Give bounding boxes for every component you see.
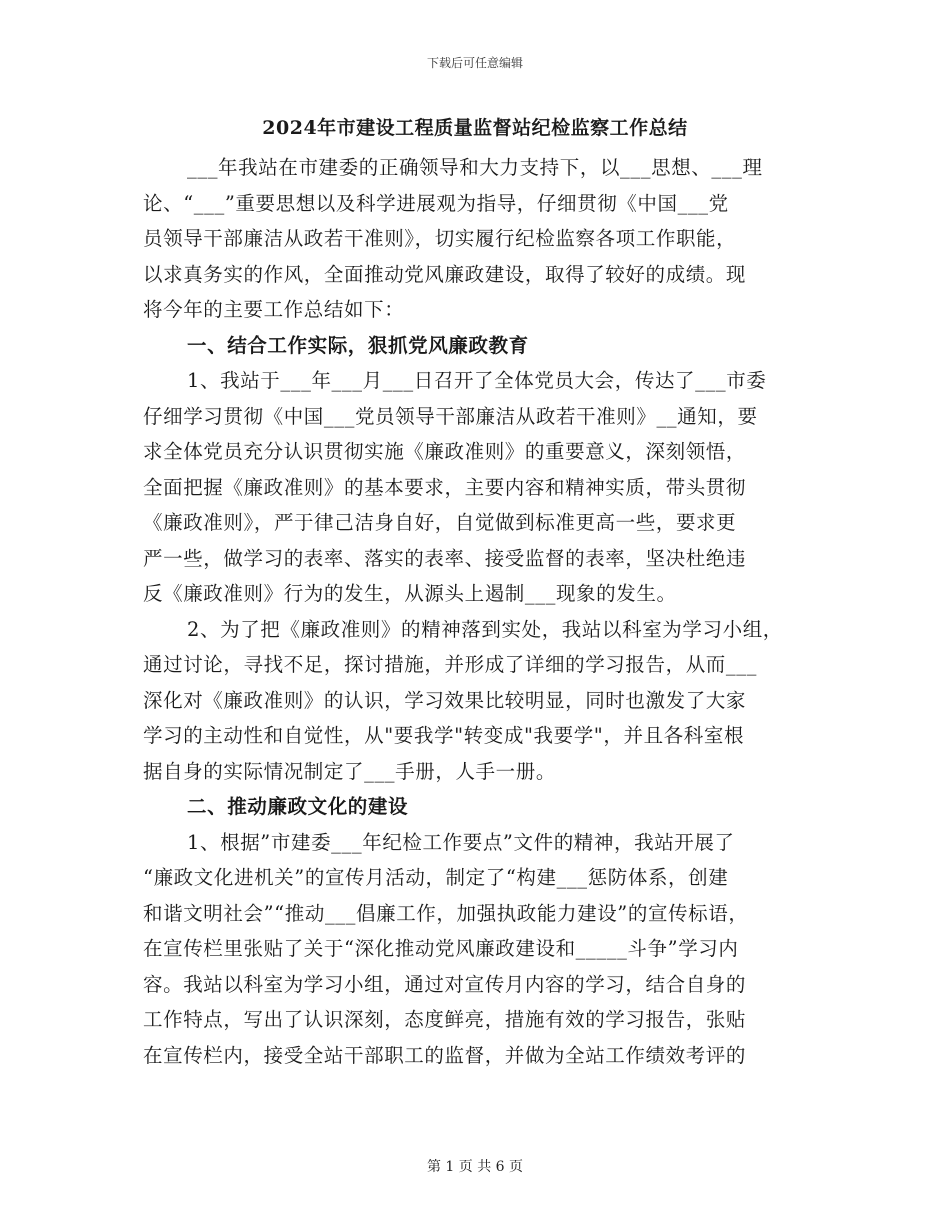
body-line: 据自身的实际情况制定了___手册，人手一册。 [143,759,556,783]
body-line: 以求真务实的作风，全面推动党风廉政建设，取得了较好的成绩。现 [143,262,747,286]
body-line: 《廉政准则》，严于律己洁身自好，自觉做到标准更高一些，要求更 [143,511,737,534]
body-line: 在宣传栏里张贴了关于“深化推动党风廉政建设和_____斗争”学习内 [143,937,739,960]
body-line: 严一些，做学习的表率、落实的表率、接受监督的表率，坚决杜绝违 [143,546,747,570]
document-body [143,150,823,1073]
body-line: ___年我站在市建委的正确领导和大力支持下，以___思想、___理 [187,156,763,179]
body-line: 容。我站以科室为学习小组，通过对宣传月内容的学习，结合自身的 [143,972,747,996]
section-heading-1: 一、结合工作实际，狠抓党风廉政教育 [187,333,529,357]
body-line: 将今年的主要工作总结如下： [143,298,405,321]
header-note: 下载后可任意编辑 [426,56,523,70]
body-line: 深化对《廉政准则》的认识，学习效果比较明显，同时也激发了大家 [143,688,747,712]
page-number: 第 1 页 共 6 页 [426,1159,524,1175]
body-line: 全面把握《廉政准则》的基本要求，主要内容和精神实质，带头贯彻 [143,475,747,499]
body-line: 1、根据”市建委___年纪检工作要点”文件的精神，我站开展了 [187,830,735,854]
document-title: 2024年市建设工程质量监督站纪检监察工作总结 [262,117,688,139]
body-line: 反《廉政准则》行为的发生，从源头上遏制___现象的发生。 [143,582,677,605]
body-line: “廉政文化进机关”的宣传月活动，制定了“构建___惩防体系，创建 [143,866,729,889]
body-line: 学习的主动性和自觉性，从"要我学"转变成"我要学"，并且各科室根 [143,724,745,747]
section-heading-2: 二、推动廉政文化的建设 [187,795,409,818]
body-line: 工作特点，写出了认识深刻，态度鲜亮，措施有效的学习报告，张贴 [143,1008,747,1031]
body-line: 求全体党员充分认识贯彻实施《廉政准则》的重要意义，深刻领悟， [143,440,747,463]
body-line: 员领导干部廉洁从政若干准则》，切实履行纪检监察各项工作职能， [143,227,737,250]
body-line: 和谐文明社会”“推动___倡廉工作，加强执政能力建设”的宣传标语， [143,901,749,925]
body-line: 仔细学习贯彻《中国___党员领导干部廉洁从政若干准则》__通知，要 [143,404,758,428]
body-line: 通过讨论，寻找不足，探讨措施，并形成了详细的学习报告，从而___ [143,653,757,676]
body-line: 1、我站于___年___月___日召开了全体党员大会，传达了___市委 [187,369,767,392]
body-line: 2、为了把《廉政准则》的精神落到实处，我站以科室为学习小组， [187,617,783,641]
body-line: 在宣传栏内，接受全站干部职工的监督，并做为全站工作绩效考评的 [143,1043,747,1067]
body-line: 论、“___”重要思想以及科学进展观为指导，仔细贯彻《中国___党 [143,191,729,215]
